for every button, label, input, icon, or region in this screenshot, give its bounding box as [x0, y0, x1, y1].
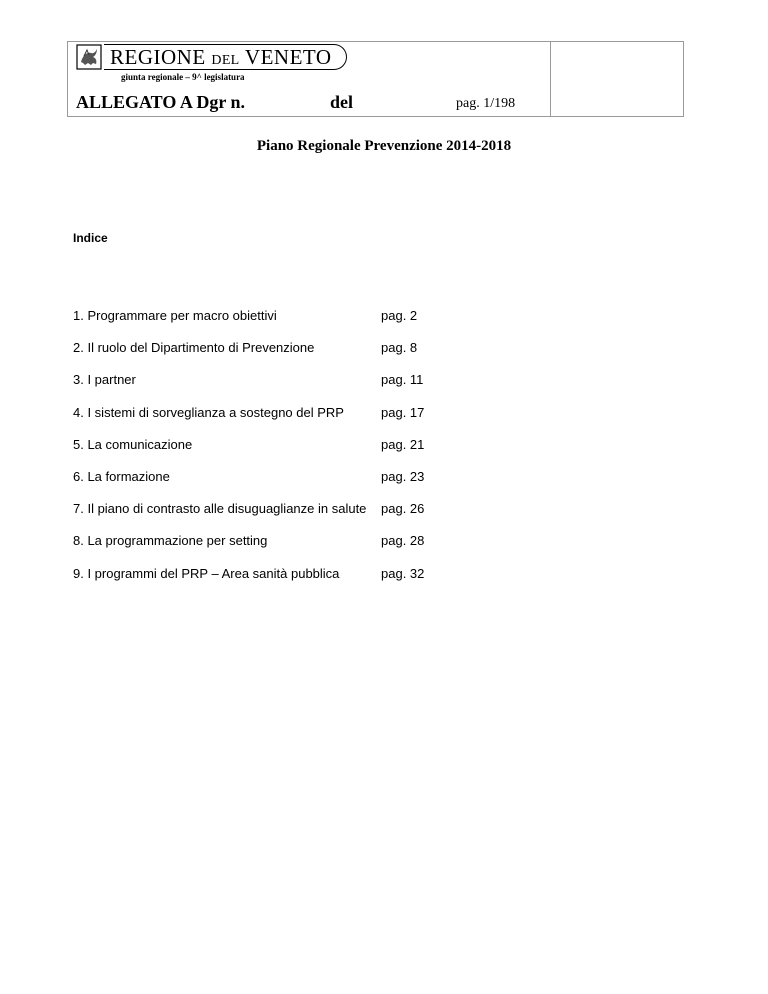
toc-row [73, 372, 473, 404]
document-header [67, 41, 684, 117]
toc-page: pag. 23 [381, 468, 425, 484]
toc-title: 9. I programmi del PRP – Area sanità pubblica [73, 565, 340, 581]
toc-title: 4. I sistemi di sorveglianza a sostegno del PRP [73, 404, 344, 420]
table-of-contents [73, 308, 473, 598]
toc-row [73, 340, 473, 372]
toc-page: pag. 21 [381, 436, 425, 452]
document-title: Piano Regionale Prevenzione 2014-2018 [256, 138, 512, 154]
legislature-subtitle: giunta regionale – 9^ legislatura [121, 72, 245, 82]
toc-title: 7. Il piano di contrasto alle disuguaglianze in salute [73, 501, 367, 517]
toc-row [73, 469, 473, 501]
logo-word-veneto: VENETO [244, 45, 332, 69]
toc-page: pag. 26 [381, 501, 425, 517]
toc-title: 2. Il ruolo del Dipartimento di Prevenzione [73, 340, 315, 356]
toc-row [73, 533, 473, 565]
logo-word-regione: REGIONE [110, 45, 206, 69]
toc-page: pag. 32 [381, 565, 425, 581]
header-divider [550, 42, 551, 116]
toc-row [73, 308, 473, 340]
toc-row [73, 566, 473, 598]
logo-word-del: DEL [211, 53, 240, 68]
toc-title: 6. La formazione [73, 468, 170, 484]
page-number: pag. 1/198 [456, 96, 516, 111]
del-label: del [330, 92, 354, 112]
toc-row [73, 501, 473, 533]
toc-row [73, 437, 473, 469]
toc-page: pag. 8 [381, 340, 418, 356]
toc-title: 3. I partner [73, 372, 136, 388]
toc-page: pag. 11 [381, 372, 424, 388]
index-heading: Indice [73, 231, 108, 245]
toc-title: 1. Programmare per macro obiettivi [73, 308, 277, 323]
toc-title: 5. La comunicazione [73, 436, 193, 452]
toc-title: 8. La programmazione per setting [73, 533, 268, 549]
region-logo-text [104, 44, 347, 70]
toc-page: pag. 17 [381, 404, 425, 420]
toc-page: pag. 2 [381, 308, 418, 323]
toc-page: pag. 28 [381, 533, 425, 549]
allegato-label: ALLEGATO A Dgr n. [76, 92, 246, 112]
toc-row [73, 405, 473, 437]
lion-emblem-icon [76, 44, 102, 70]
region-logo [76, 44, 332, 70]
